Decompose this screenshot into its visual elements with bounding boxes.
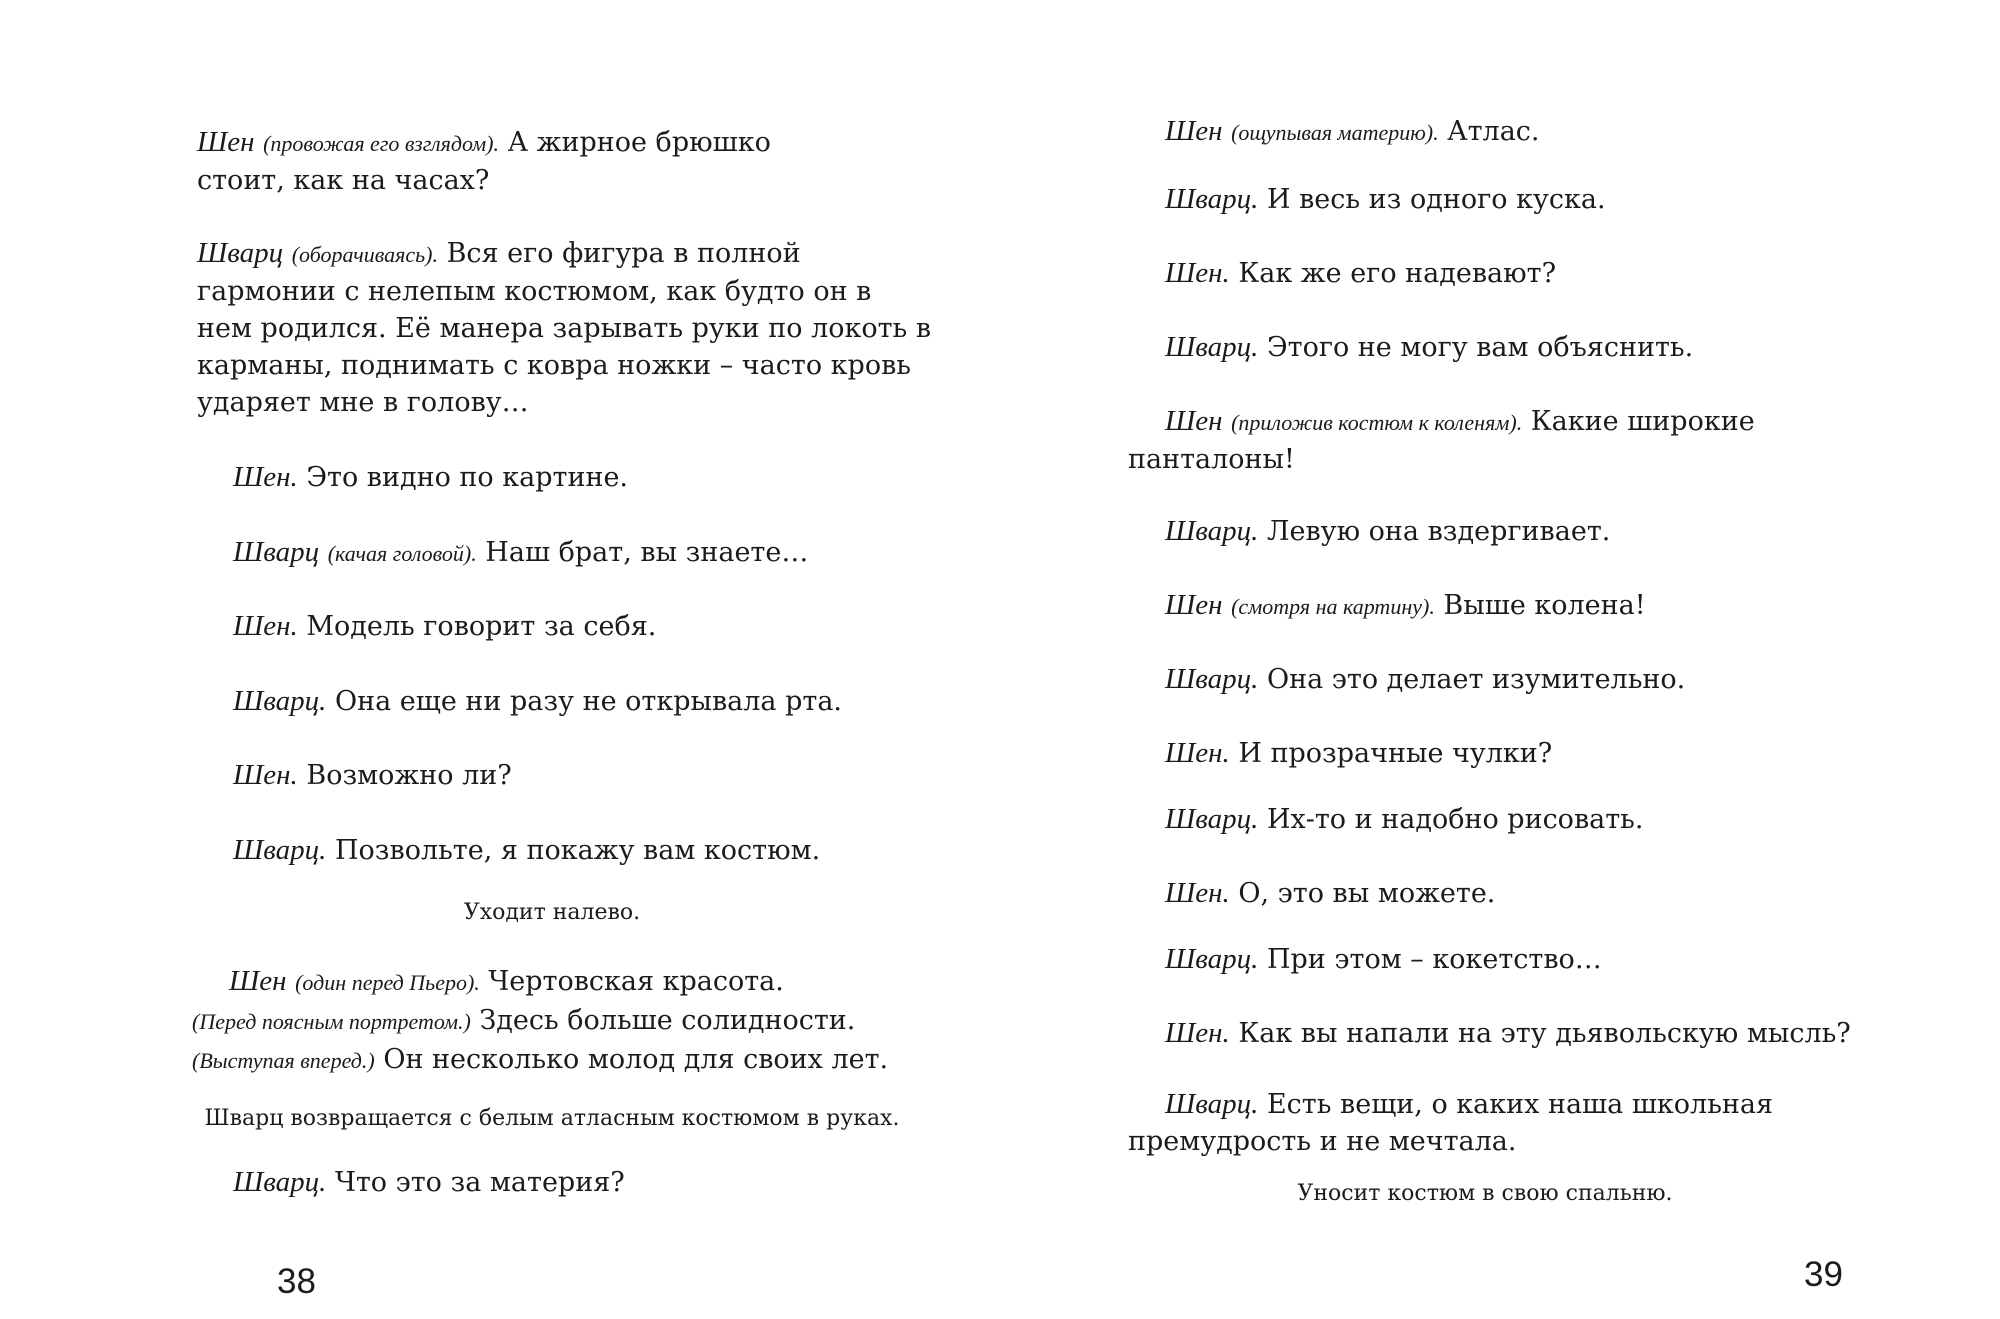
dialogue-text: Это видно по картине. xyxy=(297,462,629,493)
speaker-name: Шварц. xyxy=(1165,515,1259,547)
dialogue-text: Чертовская красота. xyxy=(479,966,784,997)
speaker-name: Шен xyxy=(1165,115,1223,147)
stage-remark: (качая головой). xyxy=(327,541,477,566)
speaker-name: Шварц. xyxy=(1165,183,1259,215)
dialogue-paragraph xyxy=(1165,1015,1851,1052)
speaker-name: Шен. xyxy=(233,759,298,791)
speaker-name: Шен. xyxy=(1165,737,1230,769)
dialogue-text: Левую она вздергивает. xyxy=(1258,516,1611,547)
dialogue-text: Она это делает изумительно. xyxy=(1258,664,1686,695)
dialogue-text: Этого не могу вам объяснить. xyxy=(1258,332,1694,363)
dialogue-text: И прозрачные чулки? xyxy=(1229,738,1553,769)
dialogue-paragraph xyxy=(1165,113,1540,151)
dialogue-text: нем родился. Её манера зарывать руки по локоть в xyxy=(197,313,932,344)
dialogue-text: панталоны! xyxy=(1128,444,1295,475)
speaker-name: Шен. xyxy=(1165,257,1230,289)
dialogue-text: При этом – кокетство… xyxy=(1258,944,1602,975)
dialogue-text: Что это за материя? xyxy=(326,1167,625,1198)
dialogue-text: О, это вы можете. xyxy=(1229,878,1496,909)
right-page xyxy=(1000,0,2000,1319)
dialogue-text: Как вы напали на эту дьявольскую мысль? xyxy=(1229,1018,1851,1049)
speaker-name: Шен xyxy=(1165,589,1223,621)
speaker-name: Шварц xyxy=(233,536,320,568)
dialogue-paragraph xyxy=(233,534,808,572)
stage-direction: Уходит налево. xyxy=(463,900,641,925)
dialogue-text: И весь из одного куска. xyxy=(1258,184,1606,215)
dialogue-text: Есть вещи, о каких наша школьная xyxy=(1258,1089,1774,1120)
dialogue-paragraph xyxy=(233,683,842,720)
speaker-name: Шварц. xyxy=(1165,803,1259,835)
speaker-name: Шварц. xyxy=(233,1166,327,1198)
dialogue-paragraph xyxy=(192,962,888,1080)
dialogue-paragraph xyxy=(1165,941,1602,978)
dialogue-text: гармонии с нелепым костюмом, как будто он в xyxy=(197,276,872,307)
dialogue-paragraph xyxy=(1165,329,1693,366)
dialogue-text: премудрость и не мечтала. xyxy=(1128,1126,1517,1157)
stage-remark: (оборачиваясь). xyxy=(291,242,438,267)
stage-remark: (смотря на картину). xyxy=(1231,594,1435,619)
dialogue-text: Здесь больше солидности. xyxy=(470,1005,856,1036)
speaker-name: Шварц xyxy=(197,237,284,269)
stage-remark: (Перед поясным портретом.) xyxy=(192,1009,471,1034)
dialogue-text: Их-то и надобно рисовать. xyxy=(1258,804,1644,835)
dialogue-text: Он несколько молод для своих лет. xyxy=(374,1044,889,1075)
dialogue-paragraph xyxy=(233,757,512,794)
stage-remark: (Выступая вперед.) xyxy=(192,1048,375,1073)
speaker-name: Шварц. xyxy=(1165,1088,1259,1120)
dialogue-text: стоит, как на часах? xyxy=(197,165,490,196)
dialogue-paragraph xyxy=(1165,735,1552,772)
speaker-name: Шварц. xyxy=(233,834,327,866)
dialogue-text: Модель говорит за себя. xyxy=(297,611,657,642)
speaker-name: Шен. xyxy=(1165,877,1230,909)
dialogue-paragraph xyxy=(1128,403,1755,478)
page-number: 39 xyxy=(1804,1255,1843,1294)
stage-remark: (ощупывая материю). xyxy=(1231,120,1439,145)
dialogue-paragraph xyxy=(1165,661,1685,698)
dialogue-paragraph xyxy=(233,459,628,496)
dialogue-paragraph xyxy=(1128,1086,1773,1160)
page-number: 38 xyxy=(277,1262,316,1301)
dialogue-text: Какие широкие xyxy=(1522,406,1755,437)
dialogue-paragraph xyxy=(1165,587,1646,625)
dialogue-text: Атлас. xyxy=(1438,116,1540,147)
dialogue-paragraph xyxy=(233,1164,625,1201)
dialogue-text: Вся его фигура в полной xyxy=(437,238,801,269)
speaker-name: Шварц. xyxy=(1165,663,1259,695)
dialogue-text: Выше колена! xyxy=(1434,590,1646,621)
dialogue-text: Она еще ни разу не открывала рта. xyxy=(326,686,843,717)
dialogue-paragraph xyxy=(1165,801,1643,838)
dialogue-text: ударяет мне в голову… xyxy=(197,387,529,418)
speaker-name: Шен. xyxy=(233,461,298,493)
stage-direction: Уносит костюм в свою спальню. xyxy=(1297,1181,1673,1206)
stage-remark: (приложив костюм к коленям). xyxy=(1231,410,1523,435)
speaker-name: Шен xyxy=(229,965,287,997)
dialogue-paragraph xyxy=(1165,513,1610,550)
speaker-name: Шен xyxy=(1165,405,1223,437)
stage-direction: Шварц возвращается с белым атласным костюмом в руках. xyxy=(204,1106,900,1131)
speaker-name: Шен. xyxy=(233,610,298,642)
stage-remark: (провожая его взглядом). xyxy=(263,131,500,156)
dialogue-paragraph xyxy=(1165,255,1556,292)
dialogue-paragraph xyxy=(197,124,771,199)
dialogue-paragraph xyxy=(1165,875,1495,912)
dialogue-paragraph xyxy=(197,235,931,421)
dialogue-text: А жирное брюшко xyxy=(499,127,771,158)
speaker-name: Шварц. xyxy=(1165,331,1259,363)
dialogue-text: карманы, поднимать с ковра ножки – часто кровь xyxy=(197,350,911,381)
dialogue-text: Позвольте, я покажу вам костюм. xyxy=(326,835,821,866)
dialogue-paragraph xyxy=(233,832,820,869)
dialogue-paragraph xyxy=(1165,181,1606,218)
speaker-name: Шен xyxy=(197,126,255,158)
dialogue-text: Возможно ли? xyxy=(297,760,512,791)
dialogue-text: Как же его надевают? xyxy=(1229,258,1557,289)
dialogue-text: Наш брат, вы знаете… xyxy=(476,537,809,568)
dialogue-paragraph xyxy=(233,608,656,645)
speaker-name: Шварц. xyxy=(233,685,327,717)
speaker-name: Шен. xyxy=(1165,1017,1230,1049)
stage-remark: (один перед Пьеро). xyxy=(295,970,480,995)
speaker-name: Шварц. xyxy=(1165,943,1259,975)
